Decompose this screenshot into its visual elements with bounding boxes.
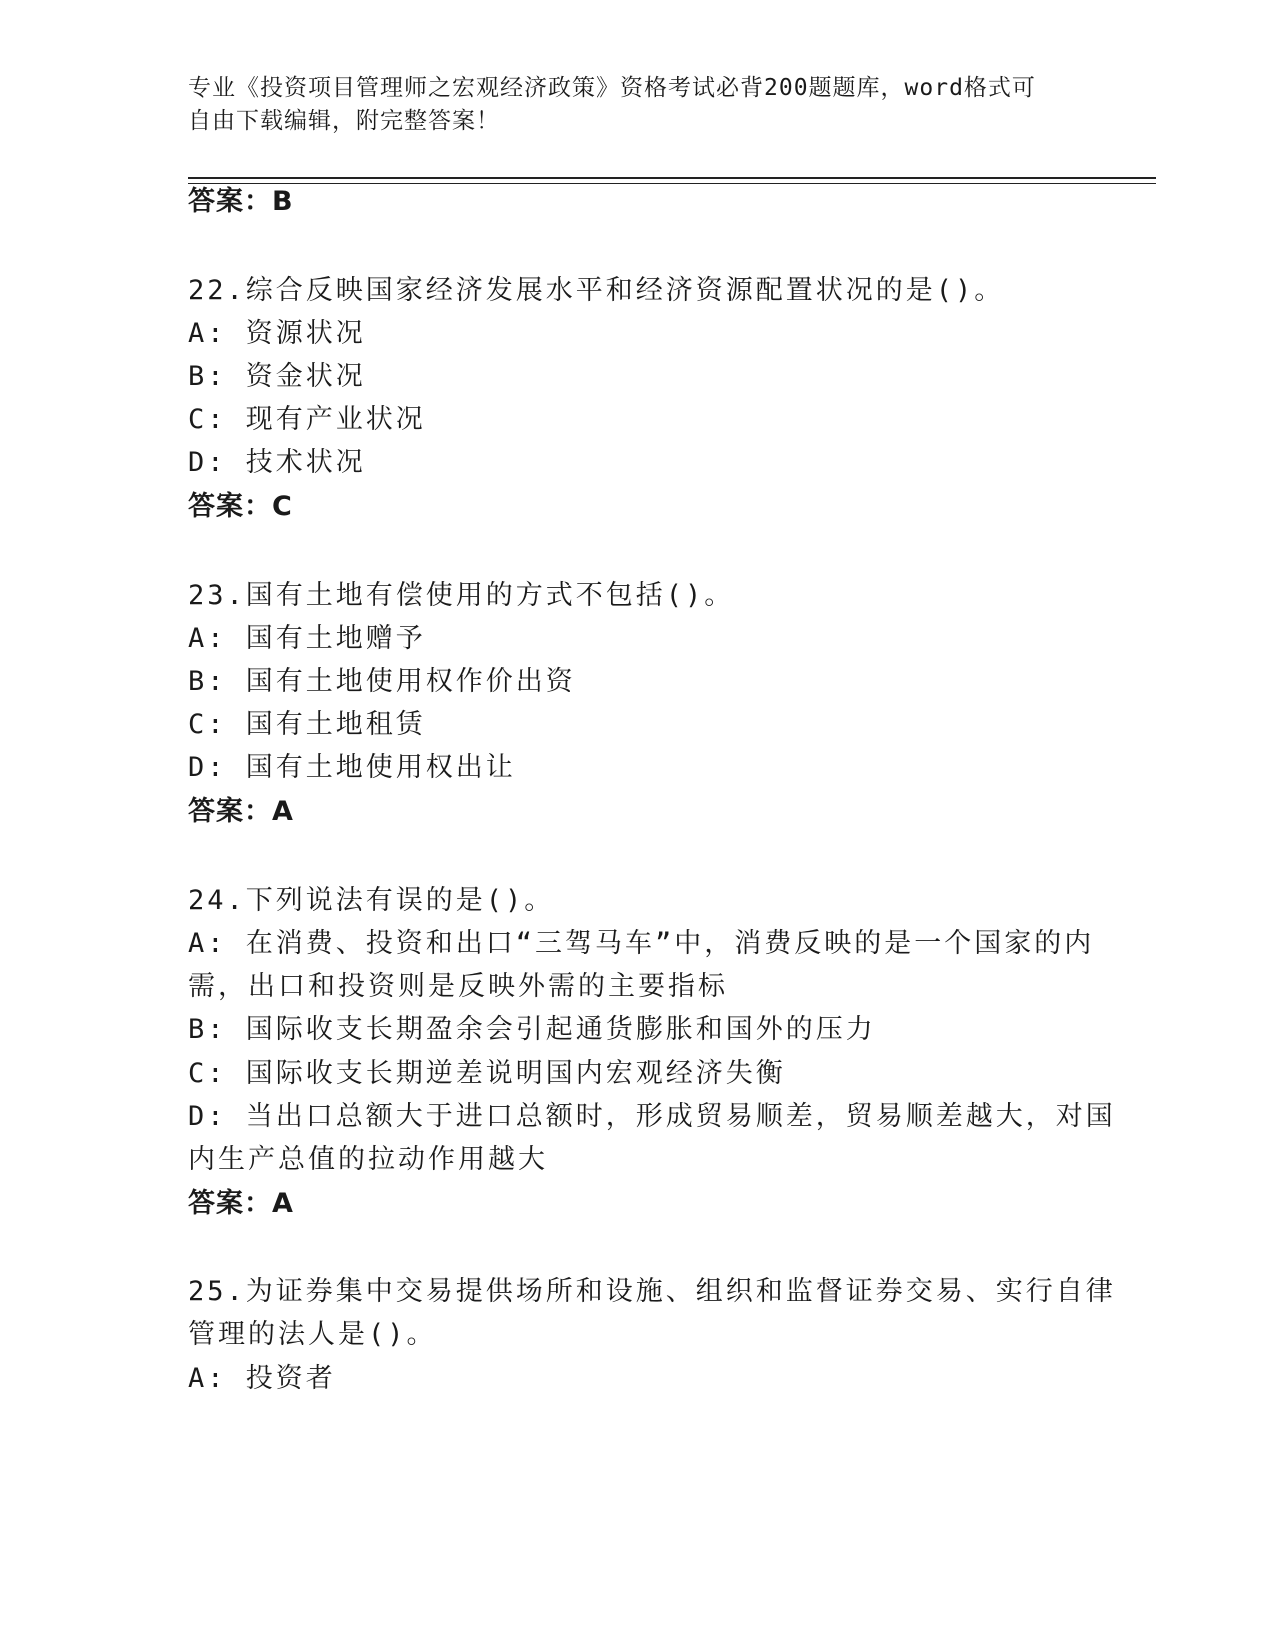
q23-option-b: B: 国有土地使用权作价出资 <box>188 666 576 697</box>
answer-q23: 答案：A <box>188 796 294 827</box>
q23-option-c: C: 国有土地租赁 <box>188 709 426 740</box>
question-25-line-2: 管理的法人是()。 <box>188 1319 437 1350</box>
question-23: 23.国有土地有偿使用的方式不包括()。 <box>188 580 735 611</box>
question-24: 24.下列说法有误的是()。 <box>188 885 555 916</box>
q24-option-d-line-2: 内生产总值的拉动作用越大 <box>188 1144 548 1175</box>
header-divider-thick <box>188 177 1156 179</box>
answer-q24: 答案：A <box>188 1188 294 1219</box>
q22-option-c: C: 现有产业状况 <box>188 404 426 435</box>
q24-option-c: C: 国际收支长期逆差说明国内宏观经济失衡 <box>188 1058 786 1089</box>
header-line-2: 自由下载编辑，附完整答案！ <box>188 108 500 134</box>
q24-option-a-line-2: 需，出口和投资则是反映外需的主要指标 <box>188 971 728 1002</box>
header-divider-thin <box>188 183 1156 184</box>
q25-option-a: A: 投资者 <box>188 1363 336 1394</box>
q24-option-d-line-1: D: 当出口总额大于进口总额时，形成贸易顺差，贸易顺差越大，对国 <box>188 1101 1116 1132</box>
q22-option-b: B: 资金状况 <box>188 361 366 392</box>
answer-q21: 答案：B <box>188 186 294 217</box>
q24-option-b: B: 国际收支长期盈余会引起通货膨胀和国外的压力 <box>188 1014 876 1045</box>
document-header <box>188 72 1068 138</box>
q24-option-a-line-1: A: 在消费、投资和出口“三驾马车”中，消费反映的是一个国家的内 <box>188 928 1095 959</box>
q22-option-d: D: 技术状况 <box>188 447 366 478</box>
question-25-line-1: 25.为证券集中交易提供场所和设施、组织和监督证券交易、实行自律 <box>188 1276 1116 1307</box>
q23-option-a: A: 国有土地赠予 <box>188 623 426 654</box>
answer-q22: 答案：C <box>188 491 293 522</box>
header-line-1: 专业《投资项目管理师之宏观经济政策》资格考试必背200题题库，word格式可 <box>188 75 1036 101</box>
question-22: 22.综合反映国家经济发展水平和经济资源配置状况的是()。 <box>188 275 1005 306</box>
q23-option-d: D: 国有土地使用权出让 <box>188 752 516 783</box>
q22-option-a: A: 资源状况 <box>188 318 366 349</box>
